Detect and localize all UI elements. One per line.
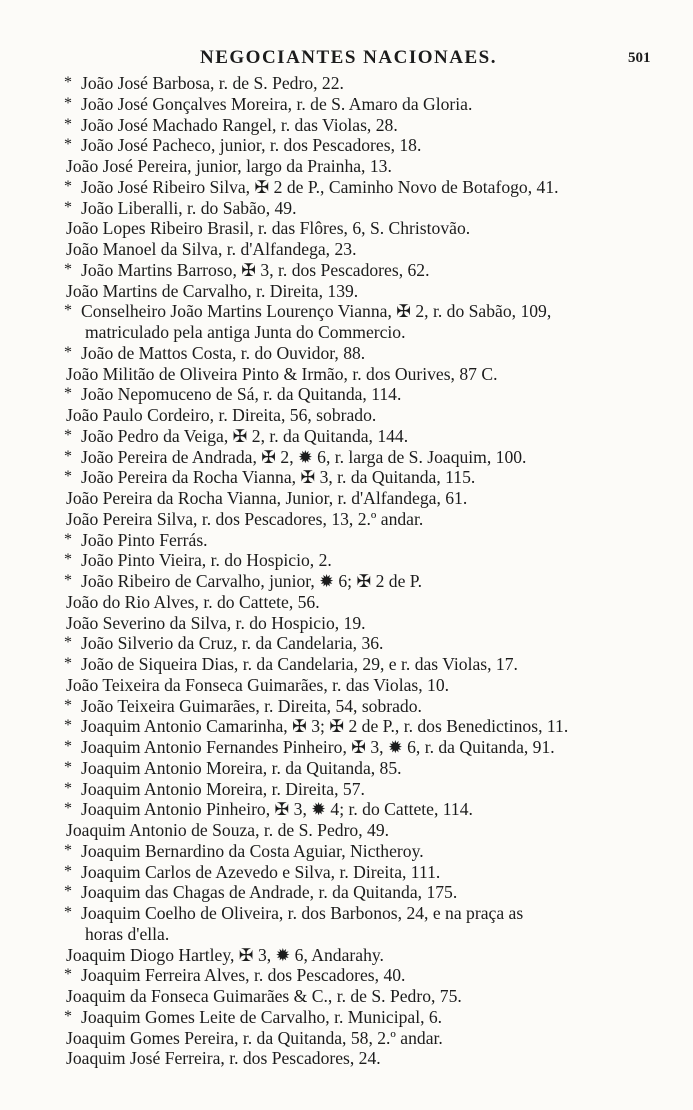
entry-text: Joaquim Antonio Pinheiro, ✠ 3, ✹ 4; r. do Cattete, 114. bbox=[81, 799, 473, 820]
page-title: NEGOCIANTES NACIONAES. bbox=[200, 47, 497, 68]
page-number: 501 bbox=[628, 50, 651, 66]
entry-text: João Paulo Cordeiro, r. Direita, 56, sobrado. bbox=[66, 405, 377, 425]
directory-entry bbox=[0, 592, 693, 613]
asterisk-marker: * bbox=[64, 841, 72, 859]
entry-text: Joaquim Antonio Moreira, r. Direita, 57. bbox=[81, 778, 365, 799]
entry-text: João Pereira Silva, r. dos Pescadores, 13, 2.º andar. bbox=[66, 508, 424, 529]
entry-text: João José Pereira, junior, largo da Prainha, 13. bbox=[66, 156, 392, 176]
directory-entry bbox=[0, 1048, 693, 1069]
asterisk-marker: * bbox=[64, 717, 72, 735]
entry-text: Joaquim José Ferreira, r. dos Pescadores, 24. bbox=[66, 1048, 381, 1069]
directory-entry bbox=[0, 405, 693, 426]
directory-entry bbox=[0, 239, 693, 260]
entry-text: João José Ribeiro Silva, ✠ 2 de P., Caminho Novo de Botafogo, 41. bbox=[81, 176, 559, 197]
entry-text: João Silverio da Cruz, r. da Candelaria, 36. bbox=[81, 633, 384, 654]
entry-list bbox=[0, 73, 693, 1069]
entry-text: Joaquim das Chagas de Andrade, r. da Quitanda, 175. bbox=[81, 882, 458, 903]
directory-entry bbox=[0, 758, 693, 779]
asterisk-marker: * bbox=[64, 758, 72, 776]
asterisk-marker: * bbox=[64, 655, 72, 672]
directory-entry bbox=[0, 509, 693, 530]
directory-entry bbox=[0, 716, 693, 737]
directory-entry bbox=[0, 384, 693, 405]
asterisk-marker: * bbox=[64, 136, 72, 154]
directory-entry bbox=[0, 426, 693, 447]
entry-text: Joaquim Gomes Pereira, r. da Quitanda, 58, 2.º andar. bbox=[66, 1027, 443, 1048]
entry-text: Joaquim Bernardino da Costa Aguiar, Nictheroy. bbox=[81, 840, 424, 861]
entry-text: João Pinto Ferrás. bbox=[81, 529, 208, 550]
asterisk-marker: * bbox=[64, 634, 72, 652]
asterisk-marker: * bbox=[64, 447, 72, 465]
directory-entry bbox=[0, 73, 693, 94]
asterisk-marker: * bbox=[64, 177, 72, 195]
asterisk-marker: * bbox=[64, 904, 72, 921]
asterisk-marker: * bbox=[64, 530, 72, 548]
entry-text: Joaquim Ferreira Alves, r. dos Pescadores, 40. bbox=[81, 965, 406, 986]
directory-entry bbox=[0, 924, 693, 945]
entry-text: horas d'ella. bbox=[85, 923, 170, 944]
entry-text: João de Mattos Costa, r. do Ouvidor, 88. bbox=[81, 342, 366, 363]
directory-entry bbox=[0, 1007, 693, 1028]
entry-text: João José Barbosa, r. de S. Pedro, 22. bbox=[81, 73, 344, 93]
entry-text: João Pinto Vieira, r. do Hospicio, 2. bbox=[81, 550, 332, 571]
directory-entry bbox=[0, 696, 693, 717]
directory-entry bbox=[0, 903, 693, 924]
asterisk-marker: * bbox=[64, 966, 72, 984]
entry-text: João Pedro da Veiga, ✠ 2, r. da Quitanda, 144. bbox=[81, 425, 409, 446]
directory-entry bbox=[0, 301, 693, 322]
directory-entry bbox=[0, 799, 693, 820]
directory-entry bbox=[0, 177, 693, 198]
directory-entry bbox=[0, 135, 693, 156]
directory-entry bbox=[0, 198, 693, 219]
directory-entry bbox=[0, 1028, 693, 1049]
directory-entry bbox=[0, 737, 693, 758]
asterisk-marker: * bbox=[64, 696, 72, 714]
directory-entry bbox=[0, 550, 693, 571]
entry-text: João Teixeira da Fonseca Guimarães, r. das Violas, 10. bbox=[66, 674, 450, 695]
entry-text: Joaquim Antonio Fernandes Pinheiro, ✠ 3, ✹ 6, r. da Quitanda, 91. bbox=[81, 737, 555, 757]
entry-text: João Teixeira Guimarães, r. Direita, 54, sobrado. bbox=[81, 695, 422, 716]
directory-entry bbox=[0, 945, 693, 966]
directory-entry bbox=[0, 467, 693, 488]
entry-text: Joaquim Antonio Moreira, r. da Quitanda, 85. bbox=[81, 757, 402, 778]
directory-entry bbox=[0, 882, 693, 903]
asterisk-marker: * bbox=[64, 800, 72, 818]
entry-text: João Ribeiro de Carvalho, junior, ✹ 6; ✠ 2 de P. bbox=[81, 571, 423, 591]
asterisk-marker: * bbox=[64, 1007, 72, 1025]
asterisk-marker: * bbox=[64, 343, 72, 361]
directory-entry bbox=[0, 571, 693, 592]
entry-text: Joaquim da Fonseca Guimarães & C., r. de S. Pedro, 75. bbox=[66, 986, 462, 1006]
directory-entry bbox=[0, 633, 693, 654]
directory-entry bbox=[0, 364, 693, 385]
directory-entry bbox=[0, 260, 693, 281]
entry-text: Joaquim Carlos de Azevedo e Silva, r. Direita, 111. bbox=[81, 861, 441, 882]
entry-text: João Martins Barroso, ✠ 3, r. dos Pescadores, 62. bbox=[81, 259, 430, 280]
entry-text: matriculado pela antiga Junta do Commercio. bbox=[85, 322, 406, 342]
directory-entry bbox=[0, 281, 693, 302]
directory-entry bbox=[0, 613, 693, 634]
asterisk-marker: * bbox=[64, 94, 72, 112]
asterisk-marker: * bbox=[64, 260, 72, 278]
entry-text: Joaquim Coelho de Oliveira, r. dos Barbonos, 24, e na praça as bbox=[81, 903, 524, 923]
directory-entry bbox=[0, 779, 693, 800]
entry-text: João Liberalli, r. do Sabão, 49. bbox=[81, 197, 297, 218]
directory-entry bbox=[0, 343, 693, 364]
directory-entry bbox=[0, 530, 693, 551]
entry-text: João Pereira de Andrada, ✠ 2, ✹ 6, r. larga de S. Joaquim, 100. bbox=[81, 446, 527, 467]
entry-text: Joaquim Antonio Camarinha, ✠ 3; ✠ 2 de P., r. dos Benedictinos, 11. bbox=[81, 716, 569, 737]
asterisk-marker: * bbox=[64, 302, 72, 320]
asterisk-marker: * bbox=[64, 572, 72, 589]
asterisk-marker: * bbox=[64, 883, 72, 901]
directory-entry bbox=[0, 841, 693, 862]
entry-text: João de Siqueira Dias, r. da Candelaria, 29, e r. das Violas, 17. bbox=[81, 654, 518, 674]
asterisk-marker: * bbox=[64, 468, 72, 486]
entry-text: João Manoel da Silva, r. d'Alfandega, 23. bbox=[66, 239, 357, 259]
entry-text: João Nepomuceno de Sá, r. da Quitanda, 114. bbox=[81, 384, 402, 405]
entry-text: Joaquim Diogo Hartley, ✠ 3, ✹ 6, Andarahy. bbox=[66, 944, 384, 965]
entry-text: João José Machado Rangel, r. das Violas, 28. bbox=[81, 114, 398, 135]
entry-text: Joaquim Antonio de Souza, r. de S. Pedro, 49. bbox=[66, 820, 390, 840]
entry-text: João Martins de Carvalho, r. Direita, 139. bbox=[66, 280, 359, 301]
asterisk-marker: * bbox=[64, 385, 72, 403]
directory-entry bbox=[0, 675, 693, 696]
entry-text: Conselheiro João Martins Lourenço Vianna, ✠ 2, r. do Sabão, 109, bbox=[81, 301, 552, 322]
directory-entry bbox=[0, 322, 693, 343]
directory-entry bbox=[0, 986, 693, 1007]
asterisk-marker: * bbox=[64, 426, 72, 444]
directory-entry bbox=[0, 820, 693, 841]
directory-entry bbox=[0, 447, 693, 468]
directory-entry bbox=[0, 218, 693, 239]
asterisk-marker: * bbox=[64, 738, 72, 755]
entry-text: João Lopes Ribeiro Brasil, r. das Flôres, 6, S. Christovão. bbox=[66, 218, 471, 239]
entry-text: João Militão de Oliveira Pinto & Irmão, r. dos Ourives, 87 C. bbox=[66, 363, 498, 384]
asterisk-marker: * bbox=[64, 862, 72, 880]
asterisk-marker: * bbox=[64, 551, 72, 569]
directory-entry bbox=[0, 156, 693, 177]
directory-entry bbox=[0, 965, 693, 986]
directory-entry bbox=[0, 654, 693, 675]
asterisk-marker: * bbox=[64, 74, 72, 91]
asterisk-marker: * bbox=[64, 779, 72, 797]
directory-entry bbox=[0, 94, 693, 115]
entry-text: João do Rio Alves, r. do Cattete, 56. bbox=[66, 591, 320, 612]
entry-text: João José Pacheco, junior, r. dos Pescadores, 18. bbox=[81, 135, 422, 156]
directory-entry bbox=[0, 488, 693, 509]
directory-entry bbox=[0, 115, 693, 136]
page-header bbox=[0, 47, 693, 71]
asterisk-marker: * bbox=[64, 115, 72, 133]
asterisk-marker: * bbox=[64, 198, 72, 216]
entry-text: João José Gonçalves Moreira, r. de S. Amaro da Gloria. bbox=[81, 93, 473, 114]
entry-text: João Pereira da Rocha Vianna, ✠ 3, r. da Quitanda, 115. bbox=[81, 467, 476, 488]
entry-text: João Pereira da Rocha Vianna, Junior, r. d'Alfandega, 61. bbox=[66, 488, 468, 508]
directory-entry bbox=[0, 862, 693, 883]
entry-text: João Severino da Silva, r. do Hospicio, 19. bbox=[66, 612, 366, 633]
entry-text: Joaquim Gomes Leite de Carvalho, r. Municipal, 6. bbox=[81, 1006, 443, 1027]
